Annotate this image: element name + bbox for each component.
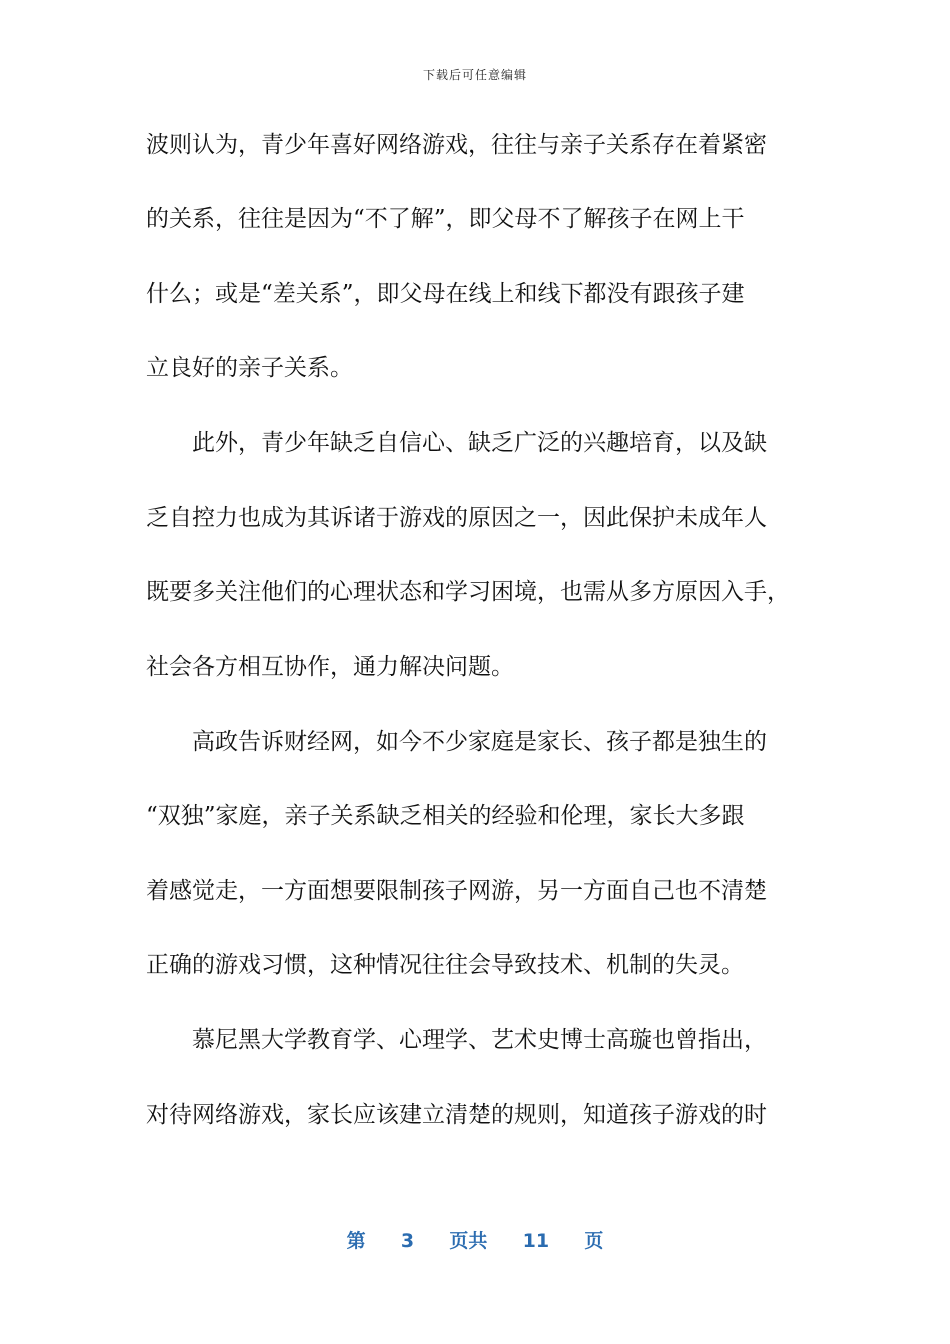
body-line: 此外，青少年缺乏自信心、缺乏广泛的兴趣培育，以及缺 xyxy=(146,430,767,456)
body-line: 正确的游戏习惯，这种情况往往会导致技术、机制的失灵。 xyxy=(146,952,744,978)
body-line: 高政告诉财经网，如今不少家庭是家长、孩子都是独生的 xyxy=(146,729,767,755)
footer-middle: 页共 xyxy=(449,1230,488,1252)
total-pages-number: 11 xyxy=(522,1230,550,1252)
body-line: 慕尼黑大学教育学、心理学、艺术史博士高璇也曾指出， xyxy=(146,1027,767,1053)
body-line: 着感觉走，一方面想要限制孩子网游，另一方面自己也不清楚 xyxy=(146,878,767,904)
body-line: 既要多关注他们的心理状态和学习困境，也需从多方原因入手， xyxy=(146,579,790,605)
body-line: 立良好的亲子关系。 xyxy=(146,355,353,381)
current-page-number: 3 xyxy=(400,1230,415,1252)
body-line: 乏自控力也成为其诉诸于游戏的原因之一，因此保护未成年人 xyxy=(146,505,767,531)
body-line: 社会各方相互协作，通力解决问题。 xyxy=(146,654,514,680)
page-footer xyxy=(0,1226,950,1253)
body-line: 波则认为，青少年喜好网络游戏，往往与亲子关系存在着紧密 xyxy=(146,132,767,158)
page-header: 下载后可任意编辑 xyxy=(422,68,527,82)
body-line: 什么；或是“差关系”，即父母在线上和线下都没有跟孩子建 xyxy=(146,281,745,307)
footer-suffix: 页 xyxy=(584,1230,604,1252)
body-line: “双独”家庭，亲子关系缺乏相关的经验和伦理，家长大多跟 xyxy=(146,803,745,829)
body-line: 的关系，往往是因为“不了解”，即父母不了解孩子在网上干 xyxy=(146,206,745,232)
body-line: 对待网络游戏，家长应该建立清楚的规则，知道孩子游戏的时 xyxy=(146,1102,767,1128)
footer-prefix: 第 xyxy=(346,1230,366,1252)
